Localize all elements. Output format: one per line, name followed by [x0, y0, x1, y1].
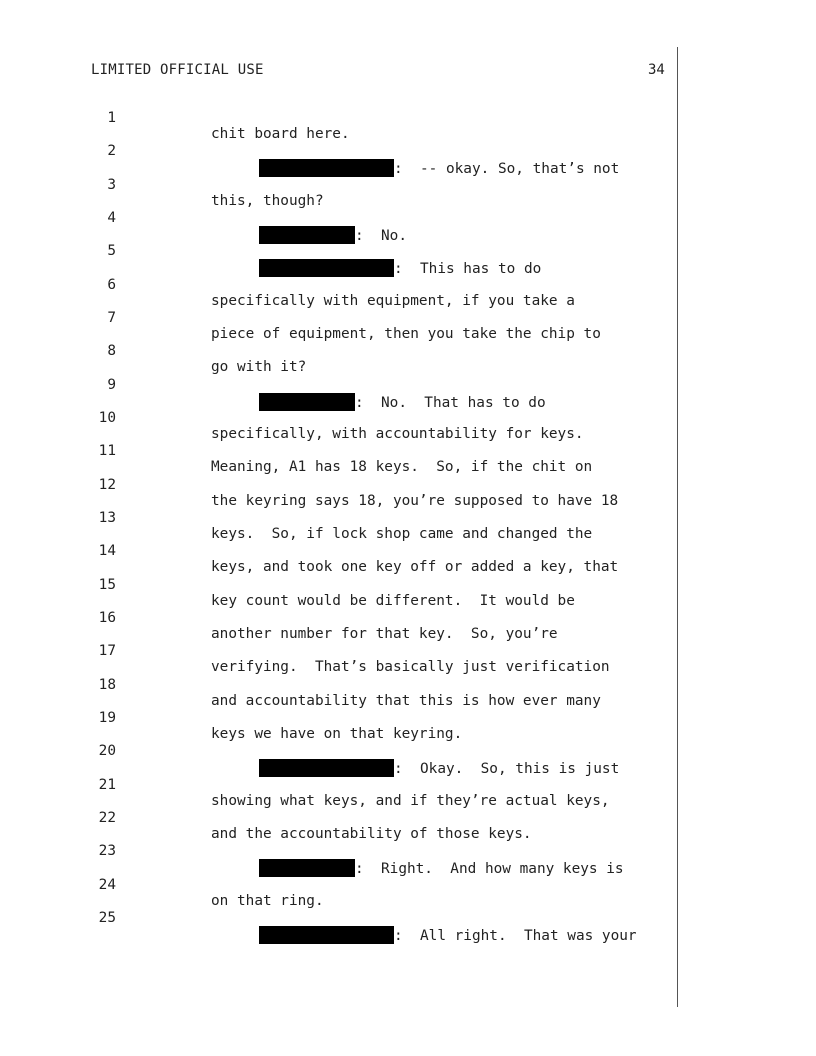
line-text: : No. [355, 228, 407, 244]
line-text: Meaning, A1 has 18 keys. So, if the chit on [211, 459, 593, 475]
transcript-line [0, 694, 680, 742]
line-number: 15 [98, 577, 116, 593]
line-text: : All right. That was your [394, 928, 637, 944]
line-text: verifying. That’s basically just verification [211, 659, 610, 675]
line-text: another number for that key. So, you’re [211, 626, 558, 642]
transcript-line [0, 894, 680, 944]
line-text: the keyring says 18, you’re supposed to have 18 [211, 493, 619, 509]
line-number: 25 [98, 910, 116, 926]
line-text: specifically with equipment, if you take a [211, 293, 575, 309]
line-text: showing what keys, and if they’re actual keys, [211, 793, 610, 809]
line-number: 13 [98, 510, 116, 526]
line-number: 21 [98, 777, 116, 793]
line-text: : No. That has to do [355, 395, 546, 411]
line-text: : This has to do [394, 261, 542, 277]
transcript-line [0, 727, 680, 777]
transcript-line [0, 161, 680, 209]
transcript-line [0, 227, 680, 277]
line-number: 23 [98, 843, 116, 859]
transcript-line [0, 294, 680, 342]
line-number: 10 [98, 410, 116, 426]
line-number: 7 [107, 310, 116, 326]
line-number: 9 [107, 377, 116, 393]
transcript-line [0, 394, 680, 442]
line-number: 11 [98, 443, 116, 459]
line-number: 19 [98, 710, 116, 726]
line-number: 14 [98, 543, 116, 559]
line-text: go with it? [211, 359, 307, 375]
line-number: 22 [98, 810, 116, 826]
transcript-line [0, 627, 680, 675]
line-number: 6 [107, 277, 116, 293]
classification-header: LIMITED OFFICIAL USE [91, 62, 264, 78]
line-number: 2 [107, 143, 116, 159]
transcript-line [0, 361, 680, 411]
line-text: chit board here. [211, 126, 350, 142]
transcript-line [0, 261, 680, 309]
transcript-line [0, 327, 680, 375]
line-text: : -- okay. So, that’s not [394, 161, 620, 177]
line-text: keys we have on that keyring. [211, 726, 463, 742]
line-text: : Okay. So, this is just [394, 761, 620, 777]
line-text: : Right. And how many keys is [355, 861, 624, 877]
transcript-line [0, 827, 680, 877]
line-number: 24 [98, 877, 116, 893]
line-number: 12 [98, 477, 116, 493]
line-text: specifically, with accountability for keys. [211, 426, 584, 442]
line-text: on that ring. [211, 893, 324, 909]
transcript-line [0, 427, 680, 475]
line-text: and accountability that this is how ever many [211, 693, 601, 709]
transcript-line [0, 861, 680, 909]
line-number: 1 [107, 110, 116, 126]
line-text: keys. So, if lock shop came and changed the [211, 526, 593, 542]
line-number: 20 [98, 743, 116, 759]
transcript-line [0, 94, 680, 142]
line-text: and the accountability of those keys. [211, 826, 532, 842]
transcript-line [0, 461, 680, 509]
line-number: 3 [107, 177, 116, 193]
line-number: 5 [107, 243, 116, 259]
line-number: 8 [107, 343, 116, 359]
transcript-line [0, 527, 680, 575]
line-text: this, though? [211, 193, 324, 209]
transcript-line [0, 794, 680, 842]
transcript-line [0, 594, 680, 642]
transcript-line [0, 194, 680, 244]
line-number: 18 [98, 677, 116, 693]
transcript-line [0, 661, 680, 709]
line-number: 17 [98, 643, 116, 659]
line-number: 16 [98, 610, 116, 626]
transcript-line [0, 494, 680, 542]
line-text: key count would be different. It would be [211, 593, 575, 609]
redaction-box [259, 926, 394, 944]
transcript-line [0, 561, 680, 609]
page-number: 34 [648, 62, 665, 78]
line-text: keys, and took one key off or added a key, that [211, 559, 619, 575]
line-text: piece of equipment, then you take the chip to [211, 326, 601, 342]
line-number: 4 [107, 210, 116, 226]
transcript-line [0, 761, 680, 809]
transcript-line [0, 127, 680, 177]
